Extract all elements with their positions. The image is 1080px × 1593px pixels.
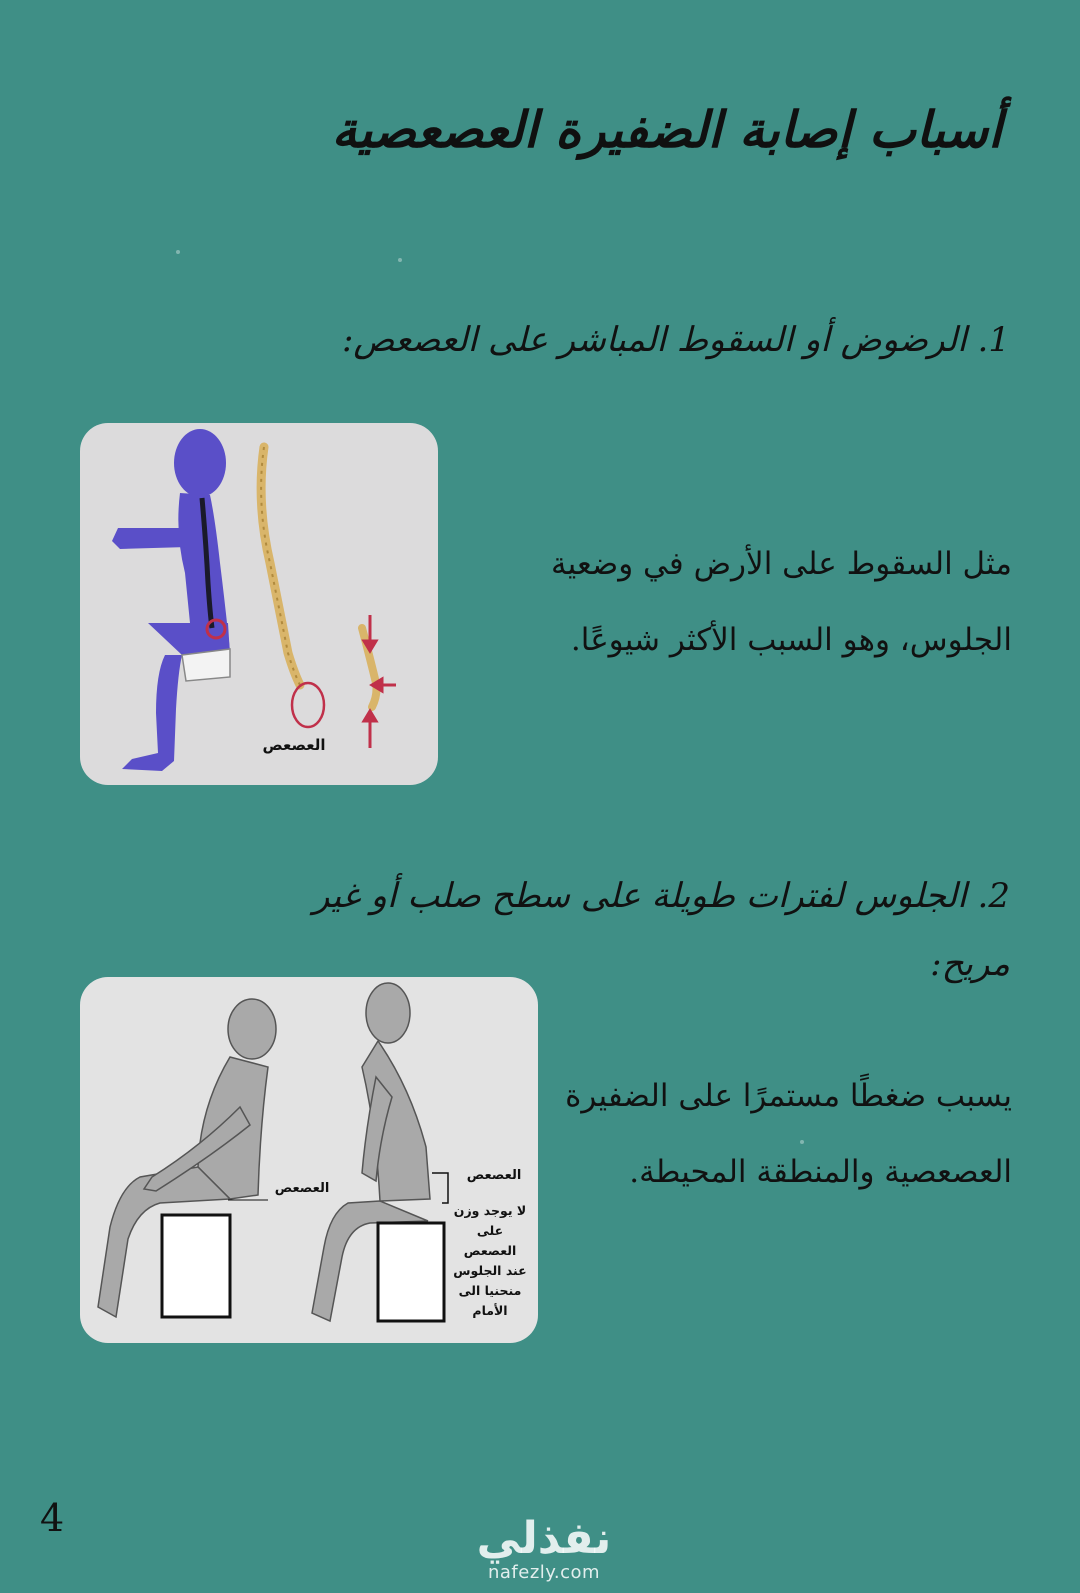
background-speck (176, 250, 180, 254)
left-stool (162, 1215, 230, 1317)
pressure-arrows (364, 615, 396, 748)
brand-logo[interactable] (474, 1513, 614, 1583)
section-1-body: مثل السقوط على الأرض في وضعية الجلوس، وهو السبب الأكثر شيوعًا. (550, 546, 1012, 658)
fall-illustration-drawing (80, 423, 438, 785)
section-2-heading: 2. الجلوس لفترات طويلة على سطح صلب أو غير مريح: (313, 876, 1010, 984)
coccyx-label: العصعص (262, 736, 326, 754)
weight-note-line: على (476, 1223, 504, 1238)
page-title: أسباب إصابة الضفيرة العصعصية (331, 100, 1002, 159)
page-number: 4 (40, 1496, 65, 1540)
brand-name: نفذلي (476, 1513, 612, 1564)
sitting-posture-illustration (80, 977, 538, 1343)
weight-note-line: لا يوجد وزن (453, 1203, 527, 1218)
section-1-heading: 1. الرضوض أو السقوط المباشر على العصعص: (341, 320, 1010, 360)
coccyx-circle (292, 683, 324, 727)
right-coccyx-label: العصعص (466, 1168, 522, 1183)
right-stool (378, 1223, 444, 1321)
coccyx-fall-illustration (80, 423, 438, 785)
right-label-bracket (432, 1173, 448, 1203)
weight-note-line: منحنيا الى (458, 1283, 522, 1298)
background-speck (398, 258, 402, 262)
sitting-illustration-drawing (80, 977, 538, 1343)
left-coccyx-label: العصعص (274, 1181, 330, 1196)
seat-block (182, 649, 230, 681)
seated-person-silhouette (112, 429, 230, 771)
weight-note-line: الأمام (472, 1303, 508, 1318)
weight-note-line: العصعص (463, 1243, 517, 1258)
section-2-body: يسبب ضغطًا مستمرًا على الضفيرة العصعصية والمنطقة المحيطة. (565, 1078, 1012, 1190)
brand-url: nafezly.com (487, 1562, 601, 1583)
weight-note (453, 1203, 526, 1319)
weight-note-line: عند الجلوس (453, 1263, 527, 1278)
spine-column (261, 447, 300, 685)
